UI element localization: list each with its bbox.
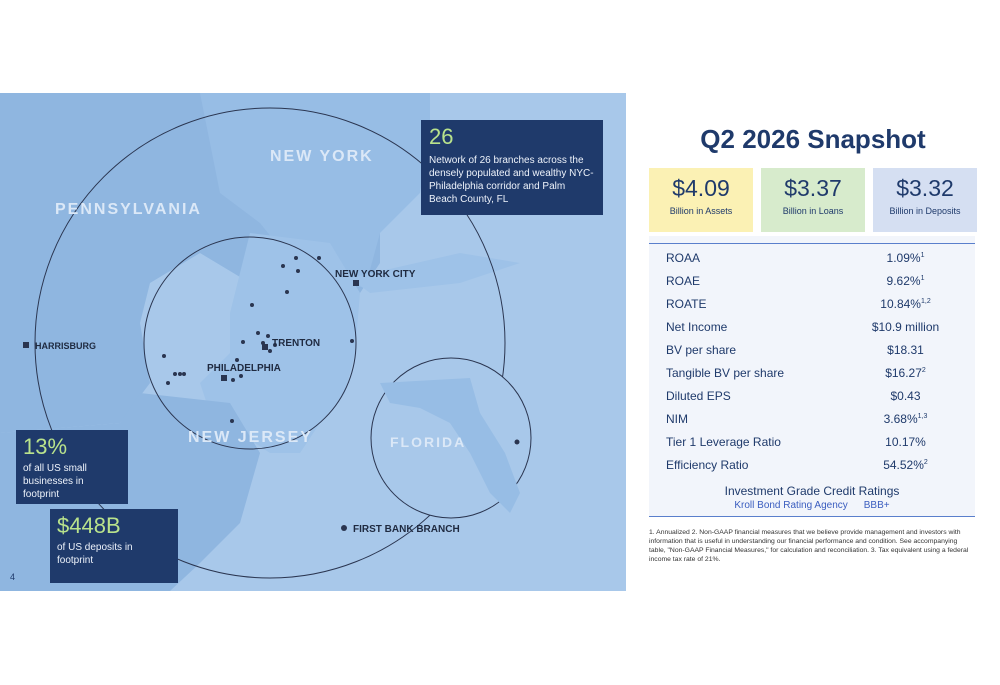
label-harrisburg: HARRISBURG (35, 341, 97, 351)
branch-dot (268, 349, 272, 353)
metric-value: $0.43 (890, 389, 921, 403)
footnote: 1. Annualized 2. Non-GAAP financial measures that we believe provide management and investors with information that is useful in understanding our financial performance and condition. See accompanying table, "Non-GAAP Financial Measures," for calculation and reconciliation. 3. Tax equivalent using a federal income tax rate of 21%. (649, 529, 969, 563)
small-biz-value: 13% (23, 434, 68, 459)
metric-value: $16.27$^2$ (885, 366, 926, 380)
branch-dot (230, 419, 234, 423)
branch-dot (250, 303, 254, 307)
branch-dot (231, 378, 235, 382)
branch-dot (162, 354, 166, 358)
assets-tile (649, 168, 753, 232)
ratings-title: Investment Grade Credit Ratings (724, 484, 900, 498)
metric-name: Tier 1 Leverage Ratio (666, 435, 781, 449)
branch-dot (285, 290, 289, 294)
divider (649, 243, 975, 244)
branch-dot (173, 372, 177, 376)
metric-name: Diluted EPS (666, 389, 731, 403)
metric-row (649, 435, 975, 455)
tile-label: Billion in Loans (782, 206, 844, 216)
rating-agency: Kroll Bond Rating Agency (734, 500, 848, 511)
metric-name: Tangible BV per share (666, 366, 785, 380)
divider (649, 516, 975, 517)
metric-value: 54.52%$^2$ (883, 458, 928, 472)
deposits-tile (873, 168, 977, 232)
branch-dot (182, 372, 186, 376)
metric-note: 1,2 (920, 298, 931, 305)
loans-tile (761, 168, 865, 232)
branch-dot (515, 440, 520, 445)
metric-name: Net Income (666, 320, 728, 334)
label-new-york: NEW YORK (270, 148, 374, 165)
page-number: 4 (10, 572, 16, 582)
metric-row (649, 343, 975, 363)
metric-value: $10.9 million (871, 320, 940, 334)
metrics-panel (649, 236, 975, 517)
tile-value: $3.37 (784, 175, 842, 201)
metric-note: 1,3 (917, 413, 928, 420)
metric-note: 2 (923, 459, 928, 466)
label-trenton: TRENTON (272, 338, 321, 349)
metric-row (649, 297, 975, 317)
trenton-marker (262, 344, 268, 350)
metric-row (649, 320, 975, 340)
metric-note: 1 (920, 275, 925, 282)
branch-dot (239, 374, 243, 378)
branches-value: 26 (429, 124, 454, 149)
tile-label: Billion in Deposits (889, 206, 961, 216)
metric-name: ROATE (666, 297, 707, 311)
label-pennsylvania: PENNSYLVANIA (55, 201, 202, 218)
small-biz-text: of all US small businesses in footprint (23, 463, 87, 500)
label-philadelphia: PHILADELPHIA (207, 363, 281, 374)
metric-note: 2 (921, 367, 926, 374)
branch-dot (317, 256, 321, 260)
branch-dot (241, 340, 245, 344)
metric-name: ROAE (666, 274, 701, 288)
branch-dot (294, 256, 298, 260)
metric-note: 1 (920, 252, 925, 259)
metric-value: 10.17% (885, 435, 926, 449)
metric-row (649, 412, 975, 432)
tile-label: Billion in Assets (669, 206, 733, 216)
metric-row (649, 458, 975, 478)
philadelphia-marker (221, 375, 227, 381)
ratings-line (649, 500, 975, 511)
rating-value: BBB+ (863, 500, 890, 511)
branch-dot (256, 331, 260, 335)
metric-value: 1.09%$^1$ (886, 251, 925, 265)
metric-row (649, 251, 975, 271)
label-florida: FLORIDA (390, 434, 467, 450)
label-nyc: NEW YORK CITY (335, 269, 416, 280)
branch-dot (166, 381, 170, 385)
branch-dot (350, 339, 354, 343)
tile-value: $3.32 (896, 175, 954, 201)
branch-dot (178, 372, 182, 376)
nyc-marker (353, 280, 359, 286)
branch-dot (235, 358, 239, 362)
harrisburg-marker (23, 342, 29, 348)
metric-name: NIM (666, 412, 688, 426)
deposits-callout (50, 509, 178, 583)
metric-name: BV per share (666, 343, 737, 357)
metric-row (649, 389, 975, 409)
tile-value: $4.09 (672, 175, 730, 201)
deposits-text: of US deposits in footprint (57, 542, 133, 566)
metric-name: Efficiency Ratio (666, 458, 749, 472)
legend-dot-icon (341, 525, 347, 531)
metric-value: $18.31 (887, 343, 924, 357)
metric-value: 9.62%$^1$ (886, 274, 925, 288)
branches-text: Network of 26 branches across the densely populated and wealthy NYC-Philadelphia corridor and Palm Beach County, FL (429, 155, 594, 205)
branch-dot (296, 269, 300, 273)
branches-callout (421, 120, 603, 215)
small-biz-callout (16, 430, 128, 504)
legend-label: FIRST BANK BRANCH (353, 524, 460, 535)
branch-dot (281, 264, 285, 268)
metric-row (649, 274, 975, 294)
deposits-value: $448B (57, 513, 121, 538)
metric-row (649, 366, 975, 386)
branch-dot (266, 334, 270, 338)
metric-value: 3.68%$^{1,3}$ (883, 412, 928, 426)
metric-name: ROAA (666, 251, 701, 265)
label-new-jersey: NEW JERSEY (188, 429, 313, 446)
page-title: Q2 2026 Snapshot (700, 124, 926, 154)
metric-value: 10.84%$^{1,2}$ (880, 297, 931, 311)
